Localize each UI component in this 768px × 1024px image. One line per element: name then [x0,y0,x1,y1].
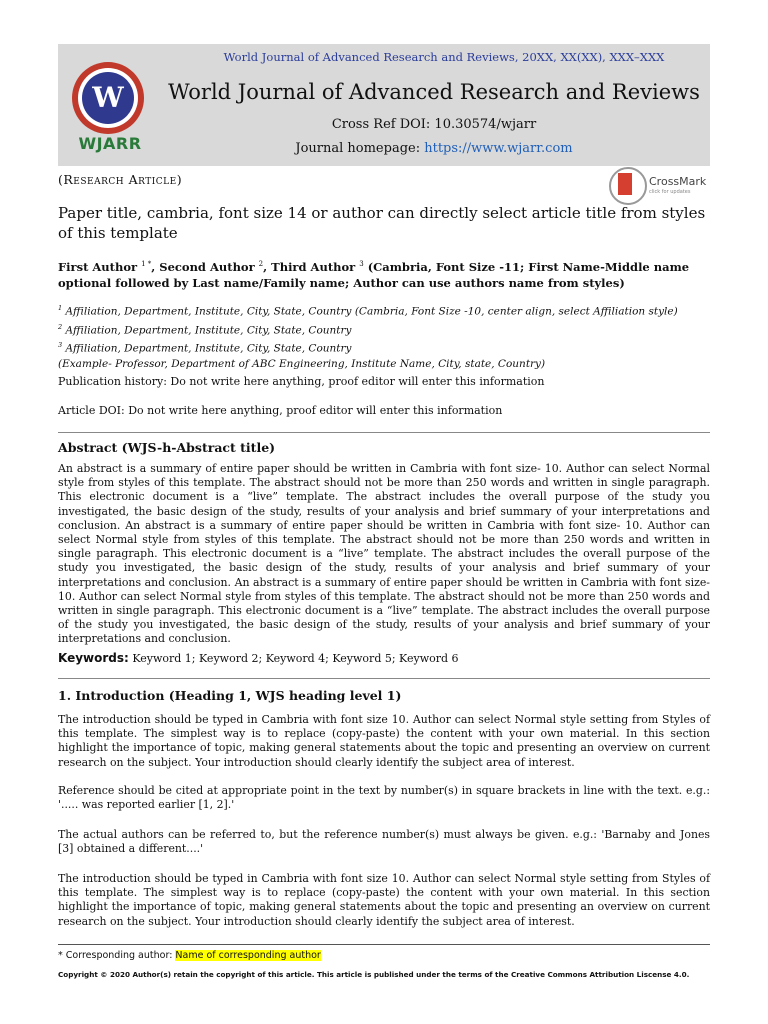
affiliations [58,301,718,372]
logo-text: WJARR [78,134,142,153]
author-3-sup: 3 [359,260,364,268]
bookmark-icon [618,173,632,195]
paper-title: Paper title, cambria, font size 14 or author can directly select article title from styles of this template [58,204,706,242]
corresponding-label: * Corresponding author: [58,950,176,961]
footnote-divider [58,944,710,945]
homepage-link[interactable]: https://www.wjarr.com [424,141,573,156]
affiliation-line: $^3$ Affiliation, Department, Institute, City, State, Country [58,341,352,355]
article-doi: Article DOI: Do not write here anything, proof editor will enter this information [58,404,503,417]
journal-homepage [164,141,704,156]
homepage-label: Journal homepage: [295,141,425,156]
corresponding-author [58,950,321,961]
affiliation-line: $^2$ Affiliation, Department, Institute, City, State, Country [58,322,352,336]
journal-header-banner [58,44,710,166]
divider [58,432,710,433]
affiliation-line: $^1$ Affiliation, Department, Institute, City, State, Country (Cambria, Font Size -10, center align, select Affiliation style) [58,304,678,318]
copyright-notice: Copyright © 2020 Author(s) retain the copyright of this article. This article is published under the terms of the Creative Commons Attribution Liscense 4.0. [58,970,690,979]
logo-letter: W [82,72,134,124]
author-3: , Third Author [263,259,360,274]
abstract-text: An abstract is a summary of entire paper should be written in Cambria with font size- 10. Author can select Normal style from styles of this template. The abstract should not be more than 250 words and written in single paragraph. This electronic document is a “live” template. The abstract includes the overall purpose of the study you investigated, the basic design of the study, results of your analysis and brief summary of your interpretations and conclusion. An abstract is a summary of entire paper should be written in Cambria with font size- 10. Author can select Normal style from styles of this template. The abstract should not be more than 250 words and written in single paragraph. This electronic document is a “live” template. The abstract includes the overall purpose of the study you investigated, the basic design of the study, results of your analysis and brief summary of your interpretations and conclusion. An abstract is a summary of entire paper should be written in Cambria with font size- 10. Author can select Normal style from styles of this template. The abstract should not be more than 250 words and written in single paragraph. This electronic document is a “live” template. The abstract includes the overall purpose of the study you investigated, the basic design of the study, results of your analysis and brief summary of your interpretations and conclusion. [58,462,710,646]
corresponding-name: Name of corresponding author [175,950,321,961]
intro-paragraph: Reference should be cited at appropriate point in the text by number(s) in square brackets in line with the text. e.g.: '..... was reported earlier [1, 2].' [58,784,710,812]
abstract-heading: Abstract (WJS-h-Abstract title) [58,440,276,455]
journal-logo [72,62,144,134]
divider [58,678,710,679]
crossmark-sub: click for updates [649,189,691,195]
keywords-text: Keyword 1; Keyword 2; Keyword 4; Keyword 5; Keyword 6 [132,652,459,665]
keywords [58,651,459,665]
author-note: (Cambria, Font Size -11; First Name-Middle name optional followed by Last name/Family name; Author can use authors name from styles) [58,259,690,290]
article-type: (Research Article) [58,172,183,187]
author-list [58,256,718,291]
author-1: First Author [58,259,142,274]
citation-line: World Journal of Advanced Research and Reviews, 20XX, XX(XX), XXX–XXX [223,50,665,64]
crossmark-label: CrossMark [649,175,707,188]
intro-paragraph: The introduction should be typed in Cambria with font size 10. Author can select Normal style setting from Styles of this template. The simplest way is to replace (copy-paste) the content with your own material. In this section highlight the importance of topic, making general statements about the topic and presenting an overview on current research on the subject. Your introduction should clearly identify the subject area of interest. [58,872,710,928]
crossmark-badge[interactable] [609,167,719,203]
affiliation-line: (Example- Professor, Department of ABC Engineering, Institute Name, City, state, Country) [58,357,546,370]
publication-history: Publication history: Do not write here anything, proof editor will enter this information [58,375,545,388]
author-2: , Second Author [151,259,259,274]
author-1-sup: 1 * [141,260,152,268]
keywords-label: Keywords: [58,651,129,665]
crossref-doi: Cross Ref DOI: 10.30574/wjarr [331,117,537,132]
intro-paragraph: The introduction should be typed in Cambria with font size 10. Author can select Normal style setting from Styles of this template. The simplest way is to replace (copy-paste) the content with your own material. In this section highlight the importance of topic, making general statements about the topic and presenting an overview on current research on the subject. Your introduction should clearly identify the subject area of interest. [58,713,710,769]
author-2-sup: 2 [258,260,264,268]
section-heading: 1. Introduction (Heading 1, WJS heading level 1) [58,688,402,703]
journal-title: World Journal of Advanced Research and Reviews [168,80,700,104]
intro-paragraph: The actual authors can be referred to, but the reference number(s) must always be given. e.g.: 'Barnaby and Jones [3] obtained a different....' [58,828,710,856]
